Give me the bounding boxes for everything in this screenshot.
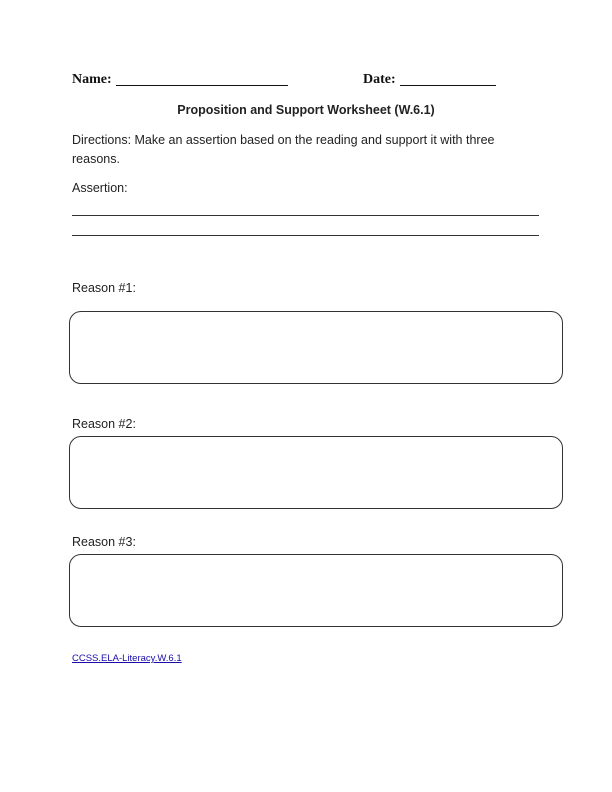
- name-field: [72, 71, 288, 88]
- assertion-line-2[interactable]: [72, 235, 539, 236]
- date-label: Date:: [363, 72, 396, 87]
- reason-1-box[interactable]: [69, 311, 563, 384]
- date-field: [363, 71, 496, 88]
- header-row: [72, 71, 542, 91]
- reason-1-label: Reason #1:: [72, 281, 136, 295]
- reason-3-label: Reason #3:: [72, 535, 136, 549]
- reason-2-label: Reason #2:: [72, 417, 136, 431]
- name-blank-line[interactable]: [116, 71, 288, 86]
- assertion-line-1[interactable]: [72, 215, 539, 216]
- reason-2-box[interactable]: [69, 436, 563, 509]
- assertion-label: Assertion:: [72, 181, 128, 195]
- worksheet-title: Proposition and Support Worksheet (W.6.1): [177, 103, 435, 117]
- directions-text: Directions: Make an assertion based on the reading and support it with three reasons.: [72, 133, 495, 166]
- standard-link[interactable]: CCSS.ELA-Literacy.W.6.1: [72, 653, 182, 664]
- reason-3-box[interactable]: [69, 554, 563, 627]
- name-label: Name:: [72, 72, 112, 87]
- date-blank-line[interactable]: [400, 71, 496, 86]
